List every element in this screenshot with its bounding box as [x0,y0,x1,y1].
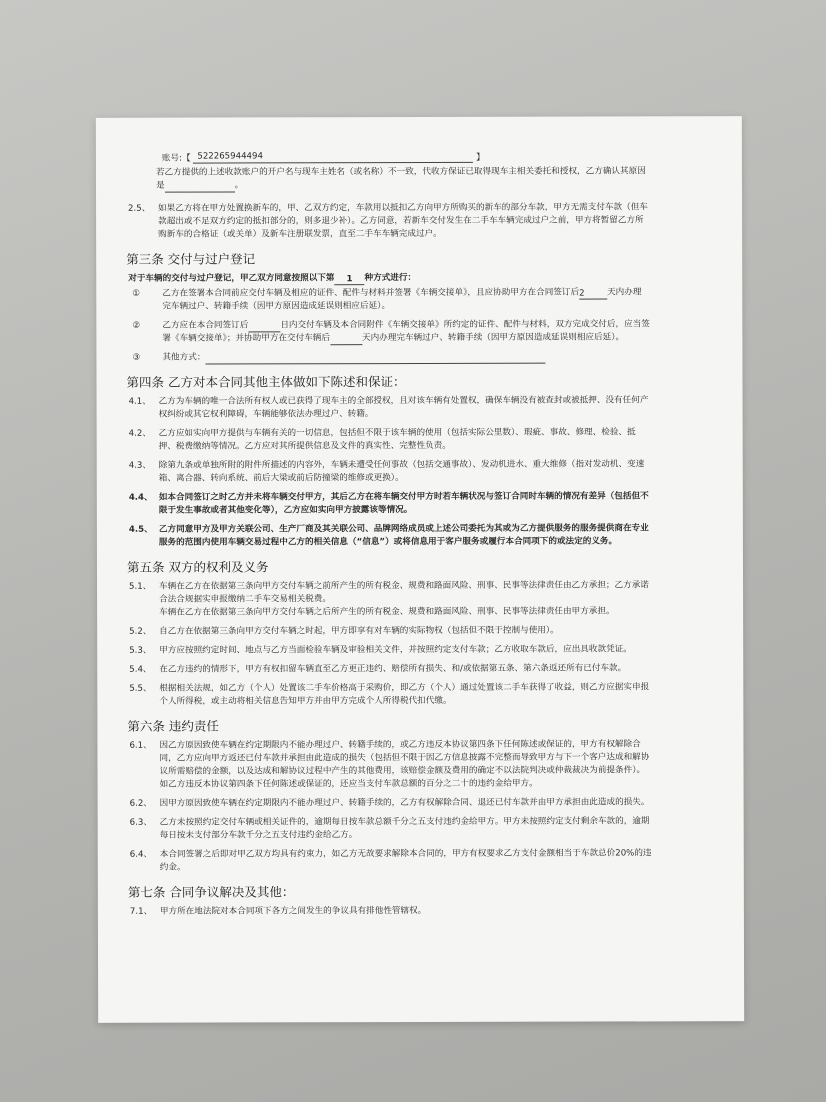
clause-number: 5.4、 [129,664,152,675]
clause-number: 5.2、 [129,626,152,637]
clause-7-1 [128,904,724,919]
clause-number: 4.4、 [128,492,153,503]
clause-body [159,458,723,485]
clause-body [159,738,723,791]
clause-line: 个人所得税，或主动将相关信息告知甲方并由甲方完成个人所得税代扣代缴。 [159,695,452,707]
clause-2-5 [126,201,722,242]
account-close: 】 [476,152,485,163]
clause-line: 如果乙方将在甲方处置换新车的，甲、乙双方约定，车款用以抵扣乙方向甲方所购买的新车的部分车款，甲方无需支付车款（但车 [158,202,648,214]
clause-line: 每日按未支付部分车款千分之五支付违约金给乙方。 [159,830,358,841]
section-7-title: 第七条 合同争议解决及其他： [127,884,295,900]
clause-line: 如乙方违反本协议第四条下任何陈述或保证的，还应当支付车款总额的百分之二十的违约金给甲方。 [159,778,538,790]
clause-line: 本合同签署之后即对甲乙双方均具有约束力，如乙方无故要求解除本合同的，甲方有权要求乙方支付金额相当于车款总价20%的违 [159,848,652,860]
clause-number: 4.2、 [128,428,151,439]
clause-body [160,796,724,810]
clause-line: 车辆在乙方在依据第三条向甲方交付车辆之前所产生的所有税金、规费和路面风险、刑事、民事等法律责任由乙方承担；乙方承诺 [159,580,649,592]
clause-5-1 [127,579,723,620]
clause-body [159,426,723,453]
clause-number: 5.5、 [129,683,152,694]
account-note-line: 若乙方提供的上述收款账户的开户名与现车主姓名（或名称）不一致，代收方保证已取得现车主相关委托和授权，乙方确认其原因 [155,166,646,178]
clause-6-2 [128,796,724,811]
account-value: 522265944494 [197,151,263,162]
account-note [126,165,722,193]
clause-4-1 [127,394,723,422]
section-3-intro: 对于车辆的交付与过户登记，甲乙双方同意按照以下第 1 种方式进行： [128,273,417,285]
clause-line: 服务的范围内使用车辆交易过程中乙方的相关信息（“信息”）或将信息用于客户服务或履行本合同项下的或法定的义务。 [158,536,618,548]
clause-6-4 [128,847,724,875]
clause-line: 在乙方违约的情形下，甲方有权扣留车辆直至乙方更正违约、赔偿所有损失、和/或依据第五条、第六条返还所有已付车款。 [159,663,627,675]
section-6-clauses [127,738,723,875]
section-4-clauses [127,394,723,550]
clause-4-4 [127,490,723,518]
method-choice-field: 1 [334,273,364,285]
option-body [162,318,722,345]
section-3-title: 第三条 交付与过户登记 [126,251,256,267]
clause-5-5 [127,681,723,709]
clause-5-2 [127,624,723,639]
section-5-clauses [127,579,723,709]
other-method-blank [205,352,545,365]
clause-number: 7.1、 [129,906,153,917]
reason-blank [165,180,235,192]
clause-line: 车辆在乙方在依据第三条向甲方交付车辆之后所产生的所有税金、规费和路面风险、刑事、民事等法律责任由甲方承担。 [159,606,615,618]
clause-5-3 [127,643,723,658]
clause-line: 自乙方在依据第三条向甲方交付车辆之时起，甲方即享有对车辆的实际物权（包括但不限于控制与使用）。 [159,625,559,637]
clause-line: 议所需赔偿的金额，以及达成和解协议过程中产生的其他费用，该赔偿金额及费用的确定不以法院判决或仲裁裁决为前提条件）。 [159,765,646,777]
clause-number: 4.5、 [128,524,153,535]
clause-line: 因乙方原因致使车辆在约定期限内不能办理过户、转籍手续的，或乙方违反本协议第四条下任何陈述或保证的，甲方有权解除合 [159,739,641,751]
clause-6-1 [127,738,723,792]
account-row [126,150,722,164]
option-body [162,350,722,364]
contract-page [96,116,744,1023]
clause-number: 6.4、 [129,849,153,860]
clause-5-4 [127,662,723,677]
clause-line: 乙方为车辆的唯一合法所有权人或已获得了现车主的全部授权，且对该车辆有处置权，确保车辆没有被查封或被抵押、没有任何产 [158,395,649,407]
option-line: 完车辆过户、转籍手续（因甲方原因造成延误则相应后延）。 [162,301,391,312]
clause-body [160,847,724,874]
option-1 [126,286,722,314]
clause-body [160,815,724,842]
option-line: 署《车辆交接单》；并协助甲方在交付车辆后 天内办理完车辆过户、转籍手续（因甲方原因造成延误则相应后延）。 [162,332,625,344]
clause-4-2 [127,426,723,454]
clause-body [159,490,723,517]
clause-line: 乙方同意甲方及甲方关联公司、生产厂商及其关联公司、品牌网络成员或上述公司委托为其或为乙方提供服务的服务提供商在专业 [158,523,649,535]
clause-number: 5.3、 [129,645,152,656]
clause-6-3 [128,815,724,843]
option-mark: ② [132,320,141,331]
contract-content [126,150,724,925]
clause-4-3 [127,458,723,486]
clause-number: 6.2、 [129,798,152,809]
clause-number: 6.3、 [129,817,152,828]
clause-body [159,522,723,549]
option-body [162,286,722,313]
clause-number: 6.1、 [129,740,152,751]
section-6-title: 第六条 违约责任 [127,718,219,734]
clause-body [159,624,723,638]
section-7-clauses [128,904,724,919]
clause-number: 5.1、 [129,581,152,592]
days-blank [330,333,362,345]
clause-body [159,662,723,676]
clause-body [159,643,723,657]
clause-line: 乙方应如实向甲方提供与车辆有关的一切信息，包括但不限于该车辆的使用（包括实际公里数）、瑕疵、事故、修理、检验、抵 [158,427,636,439]
clause-line: 押、税费缴纳等情况。乙方应对其所提供信息及文件的真实性、完整性负责。 [158,440,451,452]
clause-number: 2.5、 [128,203,151,214]
option-mark: ① [132,288,141,299]
option-line: 乙方在签署本合同前应交付车辆及相应的证件、配件与材料并签署《车辆交接单》，且应协助甲方在合同签订后2 天内办理 [162,287,642,299]
clause-line: 如本合同签订之时乙方并未将车辆交付甲方，其后乙方在将车辆交付甲方时若车辆状况与签订合同时车辆的情况有差异（包括但不 [158,491,649,503]
clause-line: 权纠纷或其它权利障碍，车辆能够依法办理过户、转籍。 [158,409,374,420]
clause-line: 因甲方原因致使车辆在约定期限内不能办理过户、转籍手续的，乙方有权解除合同、退还已付车款并由甲方承担由此造成的损失。 [159,797,650,809]
clause-line: 甲方所在地法院对本合同项下各方之间发生的争议具有排他性管辖权。 [159,905,427,917]
clause-line: 合法合规据实申报缴纳二手车交易相关税费。 [159,594,331,605]
clause-body [160,904,724,918]
clause-body [159,681,723,708]
clause-number: 4.3、 [128,460,152,471]
clause-4-5 [127,522,723,550]
section-5-title: 第五条 双方的权利及义务 [126,559,269,575]
option-line: 乙方应在本合同签订后 日内交付车辆及本合同附件《车辆交接单》所约定的证件、配件与材料，双方完成交付后，应当签 [162,319,650,331]
days-field: 2 [579,288,607,300]
clause-body [159,394,723,421]
clause-line: 同，乙方应向甲方返还已付车款并承担由此造成的损失（包括但不限于因乙方信息披露不完整而导致甲方与下一个客户达成和解协 [159,752,650,764]
clause-line: 箱、离合器、转向系统、前后大梁或前后防撞梁的维修或更换）。 [158,473,404,484]
option-line: 其他方式： [162,350,722,364]
clause-line: 购新车的合格证（或关单）及新车注册联发票，直至二手车车辆完成过户。 [158,228,442,240]
account-note-line: 是 。 [155,180,244,191]
clause-line: 根据相关法规，如乙方（个人）处置该二手车价格高于采购价，即乙方（个人）通过处置该二手车获得了收益，则乙方应据实申报 [159,682,650,694]
account-label: 账号:【 [161,153,191,164]
option-3 [126,350,722,365]
option-mark: ③ [132,352,141,363]
clause-line: 除第九条或单独所附的附件所描述的内容外，车辆未遭受任何事故（包括交通事故）、发动机进水、重大维修（指对发动机、变速 [158,459,645,471]
option-2 [126,318,722,346]
clause-line: 乙方未按照约定交付车辆或相关证件的，逾期每日按车款总额千分之五支付违约金给甲方。甲方未按照约定支付剩余车款的，逾期 [159,816,650,828]
clause-line: 限于发生事故或者其他变化等），乙方应如实向甲方披露该等情况。 [158,505,413,516]
account-value-field [193,151,473,164]
days-blank [248,320,280,332]
clause-body [158,201,722,241]
section-4-title: 第四条 乙方对本合同其他主体做如下陈述和保证： [126,374,406,390]
clause-body [159,579,723,619]
clause-line: 约金。 [159,862,186,873]
clause-line: 甲方应按照约定时间、地点与乙方当面检验车辆及审验相关文件，并按照约定支付车款；乙方收取车款后，应出具收款凭证。 [159,644,632,656]
clause-line: 款超出或不足双方约定的抵扣部分的，则多退少补）。乙方同意，若新车交付发生在二手车车辆完成过户之前，甲方将暂留乙方所 [158,215,644,227]
clause-number: 4.1、 [128,396,151,407]
